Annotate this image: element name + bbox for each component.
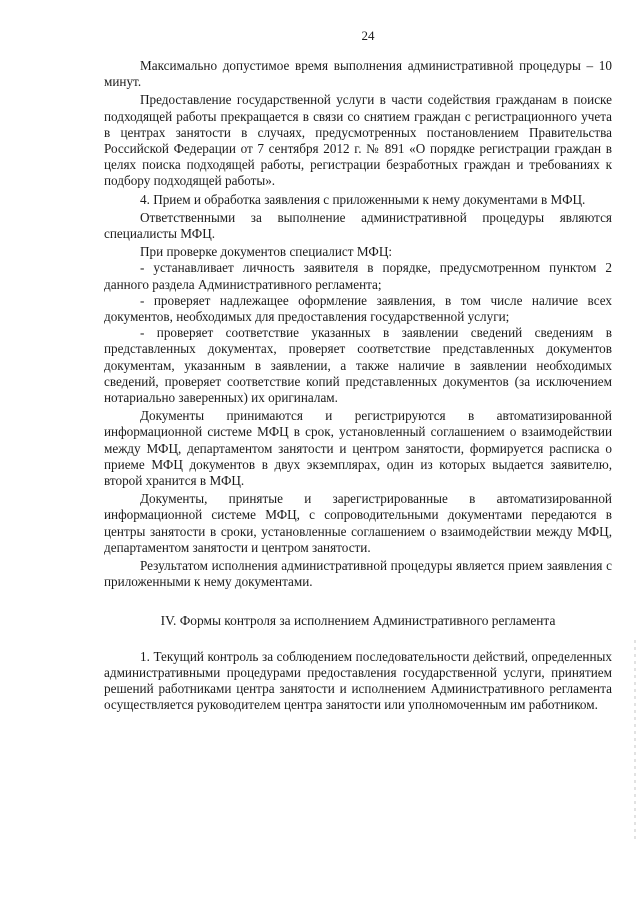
- paragraph-item-4: 4. Прием и обработка заявления с приложенными к нему документами в МФЦ.: [140, 191, 586, 207]
- paragraph-registration: Документы принимаются и регистрируются в автоматизированной информационной системе МФЦ в срок, установленный соглашением о взаимодействии между МФЦ, департаментом занятости и центром занятости, формируется расписка о приеме МФЦ документов в двух экземплярах, один из которых выдается заявителю, второй хранится в МФЦ.: [104, 408, 612, 489]
- paragraph-check-intro: При проверке документов специалист МФЦ:: [140, 244, 393, 260]
- paragraph-check-identity: - устанавливает личность заявителя в порядке, предусмотренном пунктом 2 данного раздела Административного регламента;: [104, 260, 612, 292]
- scan-edge-mark: [634, 640, 636, 840]
- paragraph-result: Результатом исполнения административной процедуры является прием заявления с приложенными к нему документами.: [104, 558, 612, 590]
- paragraph-max-time: Максимально допустимое время выполнения административной процедуры – 10 минут.: [104, 58, 612, 90]
- paragraph-check-form: - проверяет надлежащее оформление заявления, в том числе наличие всех документов, необходимых для предоставления государственной услуги;: [104, 292, 612, 325]
- paragraph-termination: Предоставление государственной услуги в части содействия гражданам в поиске подходящей работы прекращается в связи со снятием граждан с регистрационного учета в центрах занятости в случаях, предусмотренных постановлением Правительства Российской Федерации от 7 сентября 2012 г. № 891 «О порядке регистрации граждан в целях поиска подходящей работы, регистрации безработных граждан и требованиях к подбору подходящей работы».: [104, 92, 612, 189]
- paragraph-transfer: Документы, принятые и зарегистрированные в автоматизированной информационной системе МФЦ, с сопроводительными документами передаются в центры занятости в сроки, установленные соглашением о взаимодействии между МФЦ, департаментом занятости и центром занятости.: [104, 491, 612, 555]
- section-heading: IV. Формы контроля за исполнением Административного регламента: [160, 612, 556, 628]
- page-number: 24: [361, 28, 375, 43]
- paragraph-responsible: Ответственными за выполнение административной процедуры являются специалисты МФЦ.: [104, 209, 612, 242]
- paragraph-current-control: 1. Текущий контроль за соблюдением последовательности действий, определенных административными процедурами предоставления государственной услуги, принятием решений работниками центра занятости и исполнением Административного регламента осуществляется руководителем центра занятости или уполномоченным им работником.: [104, 648, 612, 713]
- paragraph-check-consistency: - проверяет соответствие указанных в заявлении сведений сведениям в представленных документах, проверяет соответствие представленных документов документам, указанным в заявлении, а также наличие в заявлении необходимых сведений, проверяет соответствие копий представленных документов (за исключением нотариально заверенных) их оригиналам.: [104, 325, 612, 406]
